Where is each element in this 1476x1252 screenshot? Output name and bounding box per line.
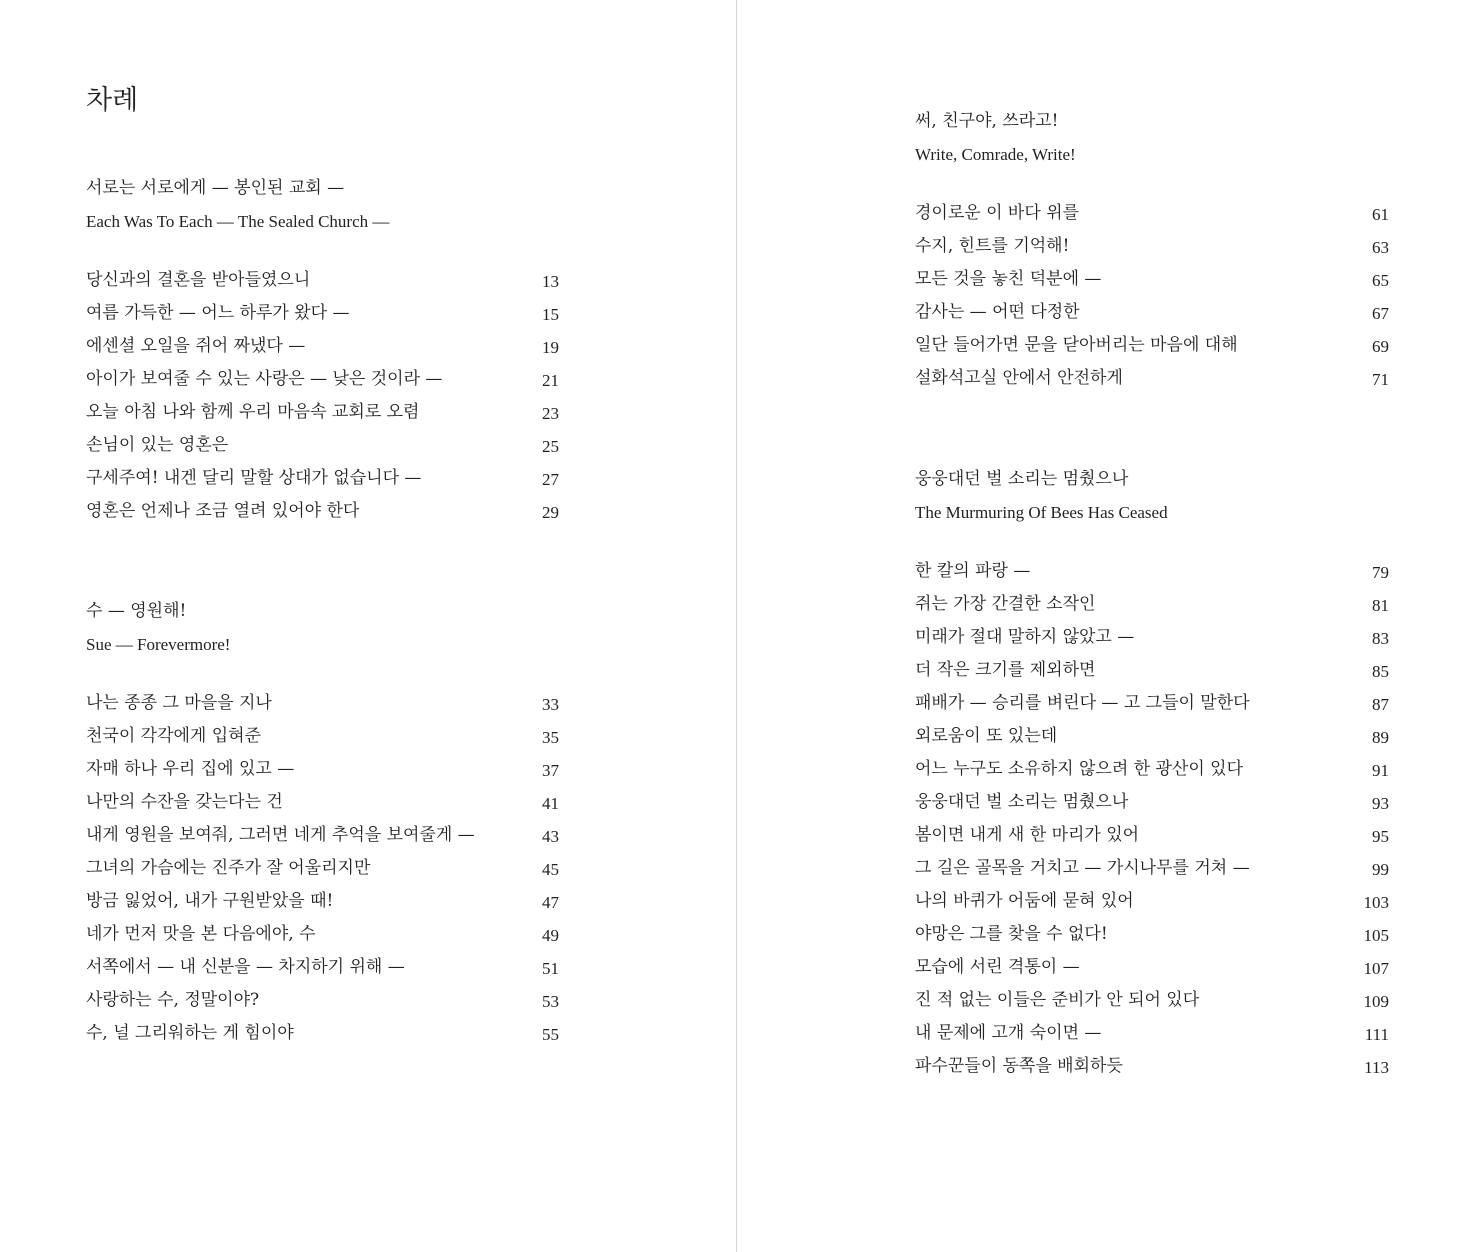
entry-title: 손님이 있는 영혼은: [86, 435, 229, 455]
entry-page-number: 105: [1363, 926, 1389, 945]
entry-page-number: 107: [1363, 959, 1389, 978]
entry-page-number: 21: [542, 371, 559, 390]
toc-entry[interactable]: [915, 263, 1389, 296]
toc-entry[interactable]: [915, 1050, 1389, 1083]
entry-title: 파수꾼들이 동쪽을 배회하듯: [915, 1056, 1123, 1076]
page-gutter-divider: [736, 0, 737, 1252]
entry-title: 어느 누구도 소유하지 않으려 한 광산이 있다: [915, 759, 1244, 779]
entry-page-number: 99: [1372, 860, 1389, 879]
entry-page-number: 43: [542, 827, 559, 846]
entry-page-number: 69: [1372, 337, 1389, 356]
entry-page-number: 83: [1372, 629, 1389, 648]
section-heading: [86, 595, 559, 661]
toc-entry[interactable]: [86, 918, 559, 951]
entry-page-number: 45: [542, 860, 559, 879]
entry-title: 구세주여! 내겐 달리 말할 상대가 없습니다 —: [86, 468, 422, 488]
entry-page-number: 51: [542, 959, 559, 978]
toc-entry[interactable]: [86, 396, 559, 429]
section-heading: [915, 105, 1389, 171]
toc-entry[interactable]: [915, 951, 1389, 984]
entry-title: 수지, 힌트를 기억해!: [915, 236, 1070, 256]
entry-title: 그녀의 가슴에는 진주가 잘 어울리지만: [86, 858, 371, 878]
section-heading: [915, 463, 1389, 529]
entry-page-number: 87: [1372, 695, 1389, 714]
toc-entry[interactable]: [915, 819, 1389, 852]
toc-entry[interactable]: [86, 462, 559, 495]
entry-page-number: 35: [542, 728, 559, 747]
toc-entry[interactable]: [86, 429, 559, 462]
section-title-english: The Murmuring Of Bees Has Ceased: [915, 503, 1168, 522]
toc-entry[interactable]: [86, 1017, 559, 1050]
entry-title: 진 적 없는 이들은 준비가 안 되어 있다: [915, 990, 1200, 1010]
toc-section: [915, 463, 1389, 1083]
entry-page-number: 67: [1372, 304, 1389, 323]
toc-entry[interactable]: [915, 362, 1389, 395]
toc-entry[interactable]: [915, 329, 1389, 362]
toc-entry[interactable]: [915, 720, 1389, 753]
entry-title: 내게 영원을 보여줘, 그러면 네게 추억을 보여줄게 —: [86, 825, 475, 845]
toc-entry[interactable]: [915, 197, 1389, 230]
entry-title: 자매 하나 우리 집에 있고 —: [86, 759, 295, 779]
entry-title: 에센셜 오일을 쥐어 짜냈다 —: [86, 336, 306, 356]
entry-title: 더 작은 크기를 제외하면: [915, 660, 1096, 680]
entry-page-number: 27: [542, 470, 559, 489]
entry-page-number: 23: [542, 404, 559, 423]
toc-section: [86, 595, 559, 1050]
toc-entry[interactable]: [915, 786, 1389, 819]
entry-page-number: 15: [542, 305, 559, 324]
toc-title: 차례: [86, 85, 139, 116]
entry-title: 웅웅대던 벌 소리는 멈췄으나: [915, 792, 1129, 812]
entry-title: 경이로운 이 바다 위를: [915, 203, 1080, 223]
entry-title: 천국이 각각에게 입혀준: [86, 726, 262, 746]
entry-title: 모든 것을 놓친 덕분에 —: [915, 269, 1102, 289]
toc-entry[interactable]: [86, 264, 559, 297]
section-title-english: Write, Comrade, Write!: [915, 145, 1076, 164]
entry-page-number: 53: [542, 992, 559, 1011]
toc-entry[interactable]: [86, 819, 559, 852]
entry-title: 오늘 아침 나와 함께 우리 마음속 교회로 오렴: [86, 402, 420, 422]
toc-entry[interactable]: [915, 230, 1389, 263]
entry-page-number: 91: [1372, 761, 1389, 780]
entry-title: 모습에 서린 격통이 —: [915, 957, 1080, 977]
entry-page-number: 49: [542, 926, 559, 945]
entry-page-number: 33: [542, 695, 559, 714]
toc-entry[interactable]: [915, 555, 1389, 588]
section-title-english: Each Was To Each — The Sealed Church —: [86, 212, 390, 231]
toc-entry[interactable]: [915, 687, 1389, 720]
entry-page-number: 71: [1372, 370, 1389, 389]
toc-section: [86, 172, 559, 528]
entry-page-number: 109: [1363, 992, 1389, 1011]
toc-entry[interactable]: [86, 720, 559, 753]
entry-title: 사랑하는 수, 정말이야?: [86, 990, 260, 1010]
entry-page-number: 19: [542, 338, 559, 357]
entry-page-number: 41: [542, 794, 559, 813]
entry-page-number: 85: [1372, 662, 1389, 681]
right-page: [738, 0, 1476, 1252]
entry-page-number: 65: [1372, 271, 1389, 290]
entry-list: [915, 555, 1389, 1083]
entry-title: 네가 먼저 맛을 본 다음에야, 수: [86, 924, 316, 944]
entry-list: [86, 264, 559, 528]
toc-entry[interactable]: [915, 588, 1389, 621]
entry-list: [86, 687, 559, 1050]
entry-page-number: 79: [1372, 563, 1389, 582]
toc-entry[interactable]: [915, 621, 1389, 654]
toc-entry[interactable]: [86, 885, 559, 918]
entry-page-number: 93: [1372, 794, 1389, 813]
toc-entry[interactable]: [915, 296, 1389, 329]
entry-title: 외로움이 또 있는데: [915, 726, 1058, 746]
entry-title: 미래가 절대 말하지 않았고 —: [915, 627, 1135, 647]
entry-title: 일단 들어가면 문을 닫아버리는 마음에 대해: [915, 335, 1238, 355]
toc-entry[interactable]: [86, 687, 559, 720]
entry-title: 당신과의 결혼을 받아들였으니: [86, 270, 311, 290]
toc-entry[interactable]: [86, 852, 559, 885]
entry-title: 한 칼의 파랑 —: [915, 561, 1031, 581]
entry-title: 쥐는 가장 간결한 소작인: [915, 594, 1096, 614]
entry-title: 나의 바퀴가 어둠에 묻혀 있어: [915, 891, 1134, 911]
entry-title: 영혼은 언제나 조금 열려 있어야 한다: [86, 501, 360, 521]
entry-page-number: 61: [1372, 205, 1389, 224]
toc-entry[interactable]: [86, 330, 559, 363]
entry-page-number: 89: [1372, 728, 1389, 747]
toc-section: [915, 105, 1389, 395]
entry-title: 여름 가득한 — 어느 하루가 왔다 —: [86, 303, 350, 323]
toc-entry[interactable]: [915, 1017, 1389, 1050]
toc-entry[interactable]: [915, 918, 1389, 951]
entry-page-number: 25: [542, 437, 559, 456]
entry-page-number: 13: [542, 272, 559, 291]
entry-page-number: 111: [1364, 1025, 1389, 1044]
entry-title: 수, 널 그리워하는 게 힘이야: [86, 1023, 294, 1043]
entry-title: 봄이면 내게 새 한 마리가 있어: [915, 825, 1140, 845]
entry-page-number: 103: [1363, 893, 1389, 912]
entry-page-number: 95: [1372, 827, 1389, 846]
entry-title: 나는 종종 그 마을을 지나: [86, 693, 272, 713]
entry-page-number: 113: [1364, 1058, 1389, 1077]
entry-title: 서쪽에서 — 내 신분을 — 차지하기 위해 —: [86, 957, 405, 977]
entry-title: 그 길은 골목을 거치고 — 가시나무를 거쳐 —: [915, 858, 1250, 878]
left-page: [0, 0, 737, 1252]
toc-entry[interactable]: [86, 297, 559, 330]
toc-entry[interactable]: [86, 753, 559, 786]
entry-page-number: 47: [542, 893, 559, 912]
toc-entry[interactable]: [915, 753, 1389, 786]
toc-entry[interactable]: [86, 495, 559, 528]
entry-title: 야망은 그를 찾을 수 없다!: [915, 924, 1108, 944]
toc-entry[interactable]: [915, 852, 1389, 885]
entry-page-number: 29: [542, 503, 559, 522]
entry-title: 감사는 — 어떤 다정한: [915, 302, 1080, 322]
entry-title: 방금 잃었어, 내가 구원받았을 때!: [86, 891, 334, 911]
section-title-english: Sue — Forevermore!: [86, 635, 231, 654]
section-title-korean: 수 — 영원해!: [86, 601, 187, 621]
section-heading: [86, 172, 559, 238]
toc-entry[interactable]: [86, 363, 559, 396]
section-title-korean: 써, 친구야, 쓰라고!: [915, 111, 1059, 131]
toc-entry[interactable]: [915, 885, 1389, 918]
toc-entry[interactable]: [915, 984, 1389, 1017]
toc-entry[interactable]: [86, 984, 559, 1017]
entry-page-number: 37: [542, 761, 559, 780]
section-title-korean: 웅웅대던 벌 소리는 멈췄으나: [915, 469, 1129, 489]
toc-entry[interactable]: [86, 786, 559, 819]
entry-title: 내 문제에 고개 숙이면 —: [915, 1023, 1102, 1043]
section-title-korean: 서로는 서로에게 — 봉인된 교회 —: [86, 178, 345, 198]
entry-title: 설화석고실 안에서 안전하게: [915, 368, 1123, 388]
toc-entry[interactable]: [86, 951, 559, 984]
entry-list: [915, 197, 1389, 395]
entry-page-number: 63: [1372, 238, 1389, 257]
entry-title: 패배가 — 승리를 벼린다 — 고 그들이 말한다: [915, 693, 1250, 713]
toc-entry[interactable]: [915, 654, 1389, 687]
entry-page-number: 81: [1372, 596, 1389, 615]
entry-title: 아이가 보여줄 수 있는 사랑은 — 낮은 것이라 —: [86, 369, 443, 389]
entry-page-number: 55: [542, 1025, 559, 1044]
entry-title: 나만의 수잔을 갖는다는 건: [86, 792, 283, 812]
